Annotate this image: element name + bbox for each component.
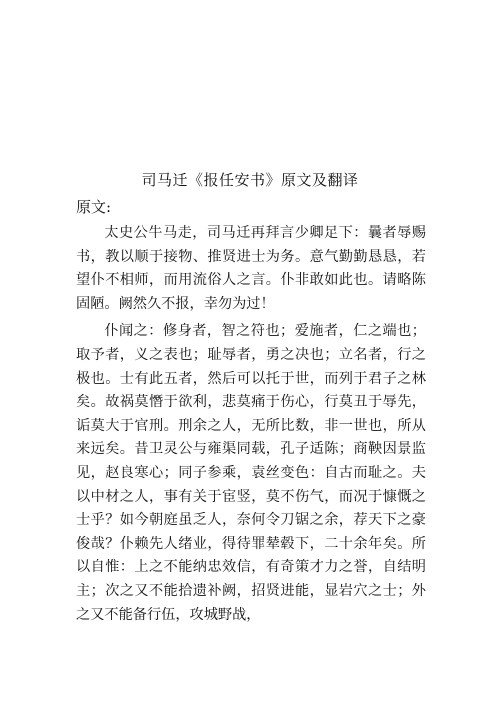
document-body xyxy=(76,222,426,631)
paragraph-2: 仆闻之：修身者，智之符也；爱施者，仁之端也；取予者，义之表也；耻辱者，勇之决也；立名者，行之极也。士有此五者，然后可以托于世，而列于君子之林矣。故祸莫憯于欲利，悲莫痛于伤心，行莫丑于辱先，诟莫大于官刑。刑余之人，无所比数，非一世也，所从来远矣。昔卫灵公与雍渠同载，孔子适陈；商鞅因景监见，赵良寒心；同子参乘，袁丝变色：自古而耻之。夫以中材之人，事有关于宦竖，莫不伤气，而况于慷慨之士乎？如今朝庭虽乏人，奈何令刀锯之余，荐天下之豪俊哉？仆赖先人绪业，得待罪辇毂下，二十余年矣。所以自惟：上之不能纳忠效信，有奇策才力之誉，自结明主；次之又不能拾遗补阙，招贤进能，显岩穴之士；外之又不能备行伍，攻城野战， xyxy=(76,323,426,623)
paragraph-1: 太史公牛马走，司马迁再拜言少卿足下：曩者辱赐书，教以顺于接物、推贤进士为务。意气勤勤恳恳，若望仆不相师，而用流俗人之言。仆非敢如此也。请略陈固陋。阙然久不报，幸勿为过！ xyxy=(76,225,426,312)
document-title: 司马迁《报任安书》原文及翻译 xyxy=(141,171,359,189)
section-label-original-text: 原文: xyxy=(76,198,112,216)
